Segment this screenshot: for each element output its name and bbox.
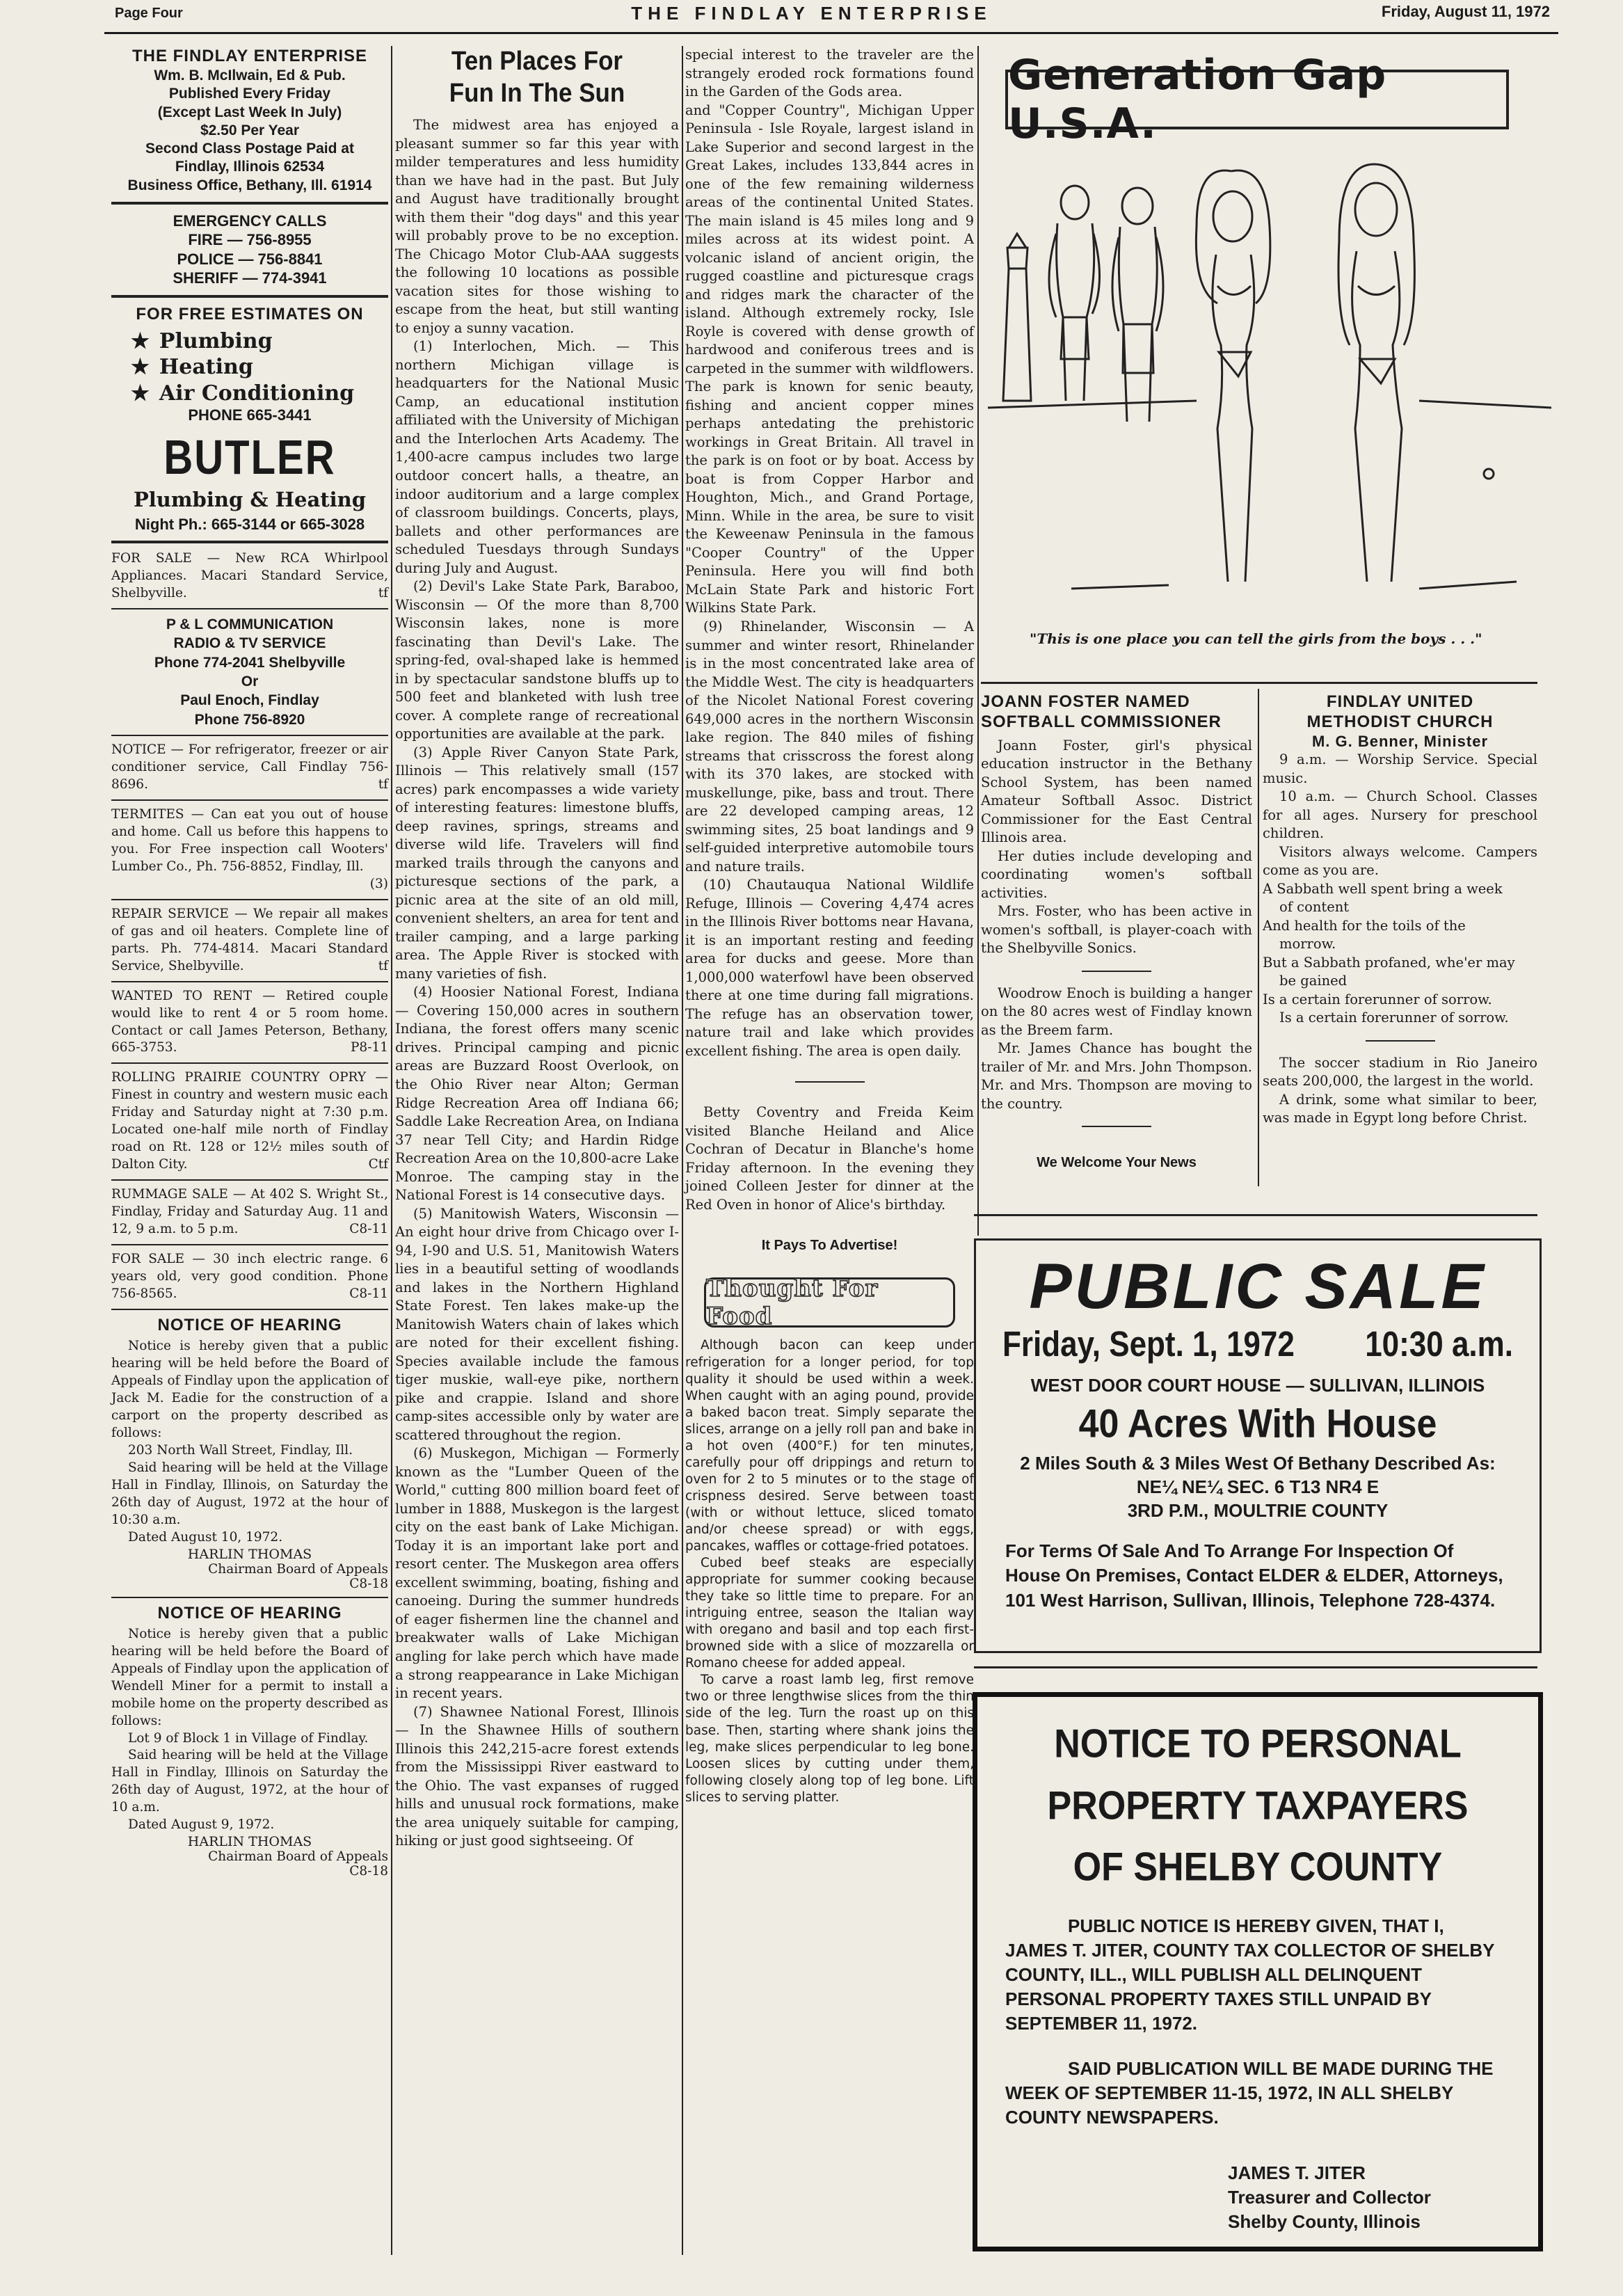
divider [974,1214,1537,1216]
divider [111,981,388,982]
masthead-except: (Except Last Week In July) [157,104,342,120]
column-2 [395,46,679,1851]
column-rule [977,46,979,1236]
butler-headline: FOR FREE ESTIMATES ON [136,304,364,324]
classified-opry: ROLLING PRAIRIE COUNTRY OPRY — Finest in country and western music each Friday and Saturday night at 7:30 p.m. Located one-half mile north of Findlay road on Rt. 128 or 12½ miles south of Dalton City. Ctf [111,1070,388,1172]
butler-service: ★ Heating [131,355,253,380]
divider [1366,1040,1435,1042]
man-head [1061,186,1089,219]
pays-to-advertise: It Pays To Advertise! [761,1238,898,1254]
masthead-postage: Second Class Postage Paid at [145,141,354,157]
butler-phone: PHONE 665-3441 [188,406,312,424]
foster-article: JOANN FOSTER NAMED SOFTBALL COMMISSIONER Joann Foster, girl's physical education instructor in the Bethany School System, has been named Amateur Softball Assoc. District Commissioner for the East Central Illinois area. Her duties include developing and coordinating women's softball activities. Mrs. Foster, who has been active in women's softball, is player-coach with the Shelbyville Sonics. Woodrow Enoch is building a hanger on the 80 acres west of Findlay known as the Breem farm. Mr. James Chance has bought the trailer of Mr. and Mrs. John Thompson. Mr. and Mrs. Thompson are moving to the country. We Welcome Your News [981,692,1252,1171]
divider [111,899,388,900]
divider [111,1179,388,1181]
butler-ad [111,305,388,534]
tax-notice-paragraph: PUBLIC NOTICE IS HEREBY GIVEN, THAT I, JAMES T. JITER, COUNTY TAX COLLECTOR OF SHELBY COUNTY, ILL., WILL PUBLISH ALL DELINQUENT PERSONAL PROPERTY TAXES STILL UNPAID BY SEPTEMBER 11, 1972. [1005,1915,1495,2034]
classified-repair: REPAIR SERVICE — We repair all makes of gas and oil heaters. Complete line of parts. Ph. 774-4814. Macari Standard Service, Shelbyville. tf [111,906,388,973]
article-body: The midwest area has enjoyed a pleasant summer so far this year with milder temperatures and less humidity than we have had in the past. But July and August have traditionally brought with them their "dog days" and this year will probably prove to be no exception. The Chicago Motor Club-AAA suggests the following 10 locations as possible vacation sites for those wishing to escape from the heat, but still wanting to enjoy a sunny vacation. (1) Interlochen, Mich. — This northern Michigan village is headquarters for the National Music Camp, an educational institution affiliated with the University of Michigan and the Interlochen Arts Academy. The 1,400-acre campus includes two large outdoor concert halls, a theatre, an indoor auditorium and a large complex of classroom buildings. Concerts, plays, ballets and other performances are scheduled Tuesdays through Sundays during July and August. (2) Devil's Lake State Park, Baraboo, Wisconsin — Of the more than 8,700 Wisconsin lakes, none is more fascinating than Devil's Lake. The spring-fed, oval-shaped lake is hemmed in by spectacular sandstone bluffs up to 500 feet and blanketed with lush tree cover. A complete range of recreational opportunities are available at the park. (3) Apple River Canyon State Park, Illinois — This relatively small (157 acres) park encompasses a wide variety of interesting features: limestone bluffs, deep ravines, springs, streams and diverse wild life. Travelers will find marked trails through the canyons and picturesque sections of the park, a picnic area at the site of an old mill, convenient shelters, an area for tent and trailer camping, and a large parking area. The Apple River is stocked with many varieties of fish. (4) Hoosier National Forest, Indiana — Covering 150,000 acres in southern Indiana, the forest offers many scenic drives. Principal camping and picnic areas are Buzzard Roost Overlook, on the Ohio River near Alton; German Ridge Recreation Area off Indiana 66; Saddle Lake Recreation Area, on Indiana 37 near Tell City; and Hardin Ridge Recreation Area on the 10,800-acre Lake Monroe. The camping stay in the National Forest is 14 consecutive days. (5) Manitowish Waters, Wisconsin — An eight hour drive from Chicago over I-94, I-90 and U.S. 51, Manitowish Waters lies in a beautiful setting of woodlands and lakes in the Northern Highland State Forest. Ten lakes make-up the Manitowish Waters chain of lakes which are noted for their excellent fishing. Species available include the famous tiger muskie, wall-eye pike, northern pike and crappie. Island and shore camp-sites accessible only by water are scattered throughout the region. (6) Muskegon, Michigan — Formerly known as the "Lumber Queen of the World," cutting 800 million board feet of lumber in 1888, Muskegon is the largest city on the east bank of Lake Michigan. Today it is an important lake port and resort center. The Muskegon area offers excellent swimming, boating, fishing and canoeing. During the summer hundreds of eager fishermen line the channel and breakwater walls of Lake Michigan angling for lake perch which have made a strong reappearance in Lake Michigan in recent years. (7) Shawnee National Forest, Illinois — In the Shawnee Hills of southern Illinois this 242,215-acre forest extends from the Mississippi River eastward to the Ohio. The vast expanses of rugged hills and unusual rock formations, make the area uniquely suitable for camping, hiking or just good sightseeing. Of [395,117,679,1849]
issue-date: Friday, August 11, 1972 [1381,3,1550,20]
cartoon-caption: "This is one place you can tell the girls from the boys . . ." [1030,630,1482,647]
notice-of-hearing-2: NOTICE OF HEARING Notice is hereby given that a public hearing will be held before the Board of Appeals of Findlay upon the application of Wendell Miner for a permit to install a mobile home on the property described as follows: Lot 9 of Block 1 in Village of Findlay. Said hearing will be held at the Village Hall in Findlay, Illinois on Saturday the 26th day of August, 1972, at the hour of 10 a.m. Dated August 9, 1972. HARLIN THOMAS Chairman Board of Appeals C8-18 [111,1603,388,1879]
column-1 [111,46,388,1879]
column-3 [685,46,974,1806]
column-rule [391,46,392,2255]
classified-range: FOR SALE — 30 inch electric range. 6 years old, very good condition. Phone 756-8565. C8-11 [111,1252,388,1302]
tax-notice-signature: JAMES T. JITER Treasurer and Collector Shelby County, Illinois [1228,2162,1431,2232]
notice-of-hearing-1: NOTICE OF HEARING Notice is hereby given that a public hearing will be held before the Board of Appeals of Findlay upon the application of Jack M. Eadie for the construction of a carport on the property described as follows: 203 North Wall Street, Findlay, Ill. Said hearing will be held at the Village Hall in Findlay, Illinois, on Saturday the 26th day of August, 1972 at the hour of 10:30 a.m. Dated August 10, 1972. HARLIN THOMAS Chairman Board of Appeals C8-18 [111,1316,388,1591]
welcome-news: We Welcome Your News [1037,1155,1197,1171]
classified-pl-communication: P & L COMMUNICATION RADIO & TV SERVICE Phone 774-2041 Shelbyville Or Paul Enoch, Findlay Phone 756-8920 [154,616,346,728]
column-rule [682,46,683,2255]
butler-services [131,328,388,407]
column-rule [1258,689,1259,1186]
thought-for-food-body: Although bacon can keep under refrigeration for a longer period, for top quality it should be used within a week. When caught with an aging pound, provide a baked bacon treat. Simply separate the slices, arrange on a jelly roll pan and bake in a hot oven (400°F.) for ten minutes, carefully pour off drippings and return to oven for 2 to 5 minutes or to the stage of crispness desired. Serve between toast (with or without lettuce, sliced tomato and/or cheese spread) or with eggs, pancakes, waffles or cottage-fried potatoes. Cubed beef steaks are especially appropriate for summer cooking because they take so little time to prepare. For an intriguing entree, season the Italian way with oregano and basil and top each first-browned side with a slice of mozzarella or Romano cheese for added appeal. To carve a roast lamb leg, first remove two or three lengthwise slices from the thin side of the leg. Turn the roast up on this base. Then, starting where shank joins the leg, make slices perpendicular to leg bone. Loosen slices by cutting under them, following closely along top of leg bone. Lift slices to serving platter. [685,1338,974,1805]
divider [981,682,1537,684]
classified-notice: NOTICE — For refrigerator, freezer or air conditioner service, Call Findlay 756-8696. tf [111,742,388,792]
cartoon-title: Generation Gap U.S.A. [1005,70,1509,129]
masthead-price: $2.50 Per Year [200,122,300,138]
page-number: Page Four [115,6,183,21]
emergency-fire: FIRE — 756-8955 [188,231,312,249]
divider [111,1244,388,1245]
star-icon: ★ [131,381,150,406]
lighthouse-shape [1003,269,1031,401]
public-sale-description: 2 Miles South & 3 Miles West Of Bethany Described As: NE¼ NE¼ SEC. 6 T13 NR4 E 3RD P.M., MOULTRIE COUNTY [1020,1453,1496,1521]
masthead-name: THE FINDLAY ENTERPRISE [131,47,368,65]
divider [974,1666,1537,1668]
public-sale-title: PUBLIC SALE [1029,1251,1487,1322]
notice-title: NOTICE OF HEARING [157,1316,342,1335]
butler-name: BUTLER [163,430,336,485]
masthead-editors: Wm. B. McIlwain, Ed & Pub. [154,67,346,83]
thought-for-food-title: Thought For Food [704,1277,955,1328]
article-headline: Ten Places For Fun In The Sun [449,47,625,108]
public-sale-location: WEST DOOR COURT HOUSE — SULLIVAN, ILLINOIS [1030,1375,1485,1396]
masthead-published: Published Every Friday [168,86,331,102]
man-body [1057,223,1094,401]
divider [1082,971,1151,972]
classified-termites: TERMITES — Can eat you out of house and home. Call us before this happens to you. For Free inspection call Wooters' Lumber Co., Ph. 756-8852, Findlay, Ill. (3) [111,806,388,891]
divider [111,608,388,609]
butler-service: ★ Air Conditioning [131,381,355,406]
butler-night-phone: Night Ph.: 665-3144 or 665-3028 [134,516,365,534]
girl-head [1213,191,1252,241]
divider [1082,1126,1151,1127]
tax-notice-paragraph: SAID PUBLICATION WILL BE MADE DURING THE WEEK OF SEPTEMBER 11-15, 1972, IN ALL SHELBY COUNTY NEWSPAPERS. [1005,2058,1494,2128]
masthead-city: Findlay, Illinois 62534 [175,159,325,175]
masthead-office: Business Office, Bethany, Ill. 61914 [127,177,372,193]
divider [111,1309,388,1310]
divider [111,295,388,298]
emergency-title: EMERGENCY CALLS [173,212,327,230]
divider [111,541,388,543]
star-icon: ★ [131,355,150,380]
public-sale-datetime: Friday, Sept. 1, 1972 10:30 a.m. [1002,1325,1513,1364]
emergency-police: POLICE — 756-8841 [177,250,323,268]
classified-wanted: WANTED TO RENT — Retired couple would like to rent 4 or 5 room home. Contact or call James Peterson, Bethany, 665-3753. P8-11 [111,988,388,1055]
butler-business: Plumbing & Heating [133,488,367,512]
classified-rummage: RUMMAGE SALE — At 402 S. Wright St., Findlay, Friday and Saturday Aug. 11 and 12, 9 a.m. to 5 p.m. C8-11 [111,1187,388,1237]
divider [111,1597,388,1598]
tax-notice [973,1692,1543,2251]
cartoon [988,46,1551,672]
public-sale-item: 40 Acres With House [1078,1402,1437,1446]
star-icon: ★ [131,328,150,353]
classified-rca: FOR SALE — New RCA Whirlpool Appliances. Macari Standard Service, Shelbyville. tf [111,551,388,601]
emergency-sheriff: SHERIFF — 774-3941 [173,269,327,287]
divider [111,735,388,736]
notice-title: NOTICE OF HEARING [157,1603,342,1623]
public-sale-terms: For Terms Of Sale And To Arrange For Inspection Of House On Premises, Contact ELDER & ELDER, Attorneys, 101 West Harrison, Sullivan, Illinois, Telephone 728-4374. [1005,1540,1503,1611]
girl-body [1213,255,1254,582]
divider [795,1081,865,1083]
emergency-calls [111,212,388,288]
header-rule [104,32,1558,34]
divider [111,202,388,205]
divider [111,799,388,801]
tax-notice-title: NOTICE TO PERSONAL PROPERTY TAXPAYERS OF SHELBY COUNTY [1047,1722,1469,1890]
public-sale-ad [974,1238,1542,1653]
cartoon-illustration [988,136,1551,623]
divider [111,1062,388,1064]
masthead [111,46,388,195]
article-continued: special interest to the traveler are the strangely eroded rock formations found in the Garden of the Gods area. and "Copper Country", Michigan Upper Peninsula - Isle Royale, largest island in Lake Superior and second largest in the Great Lakes, includes 133,844 acres in one of the few remaining wilderness areas of the continental United States. The main island is 45 miles long and 9 miles across at its widest point. A volcanic island of ancient origin, the rugged coastline and picturesque crags and ridges mark the character of the island. Although extremely rocky, Isle Royle is covered with dense growth of hardwood and coniferous trees and is carpeted in the summer with wildflowers. The park is known for senic beauty, fishing and ancient copper mines perhaps antedating the prehistoric workings in Great Britain. All travel in the park is on foot or by boat. Access by boat is from Copper Harbor and Houghton, Mich., and Grand Portage, Minn. While in the area, be sure to visit the Keweenaw Peninsula in the famous "Cooper Country" of the Upper Peninsula. Here you will find both McLain State Park and historic Fort Wilkins State Park. (9) Rhinelander, Wisconsin — A summer and winter resort, Rhinelander is in the most concentrated lake area of the Middle West. The city is headquarters of the Nicolet National Forest covering 649,000 acres in the northern Wisconsin lake region. The 840 miles of fishing streams that crisscross the forest along with its 370 lakes, are stocked with muskellunge, pike, bass and trout. There are 22 developed camping areas, 12 swimming sites, 25 boat landings and 9 self-guided interpretive automobile tours and nature trails. (10) Chautauqua National Wildlife Refuge, Illinois — Covering 4,474 acres in the Illinois River bottoms near Havana, it is an important resting and feeding area for ducks and geese. More than 1,000,000 waterfowl have been observed there at one time during fall migrations. The refuge has an observation tower, nature trail and lake which provides excellent fishing. The area is open daily. [685,47,974,1059]
social-note: Betty Coventry and Freida Keim visited Blanche Heiland and Alice Cochran of Decatur in Blanche's home Friday afternoon. In the evening they joined Colleen Jester for dinner at the Red Oven in honor of Alice's birthday. [685,1104,974,1213]
church-notice: FINDLAY UNITED METHODIST CHURCH M. G. Benner, Minister 9 a.m. — Worship Service. Special music. 10 a.m. — Church School. Classes for all ages. Nursery for preschool children. Visitors always welcome. Campers come as you are. A Sabbath well spent bring a week of content And health for the toils of the morrow. But a Sabbath profaned, whe'er may be gained Is a certain forerunner of sorrow. Is a certain forerunner of sorrow. The soccer stadium in Rio Janeiro seats 200,000, the largest in the world. A drink, some what similar to beer, was made in Egypt long before Christ. [1263,692,1537,1126]
butler-service: ★ Plumbing [131,328,273,353]
newspaper-name: THE FINDLAY ENTERPRISE [631,3,992,24]
